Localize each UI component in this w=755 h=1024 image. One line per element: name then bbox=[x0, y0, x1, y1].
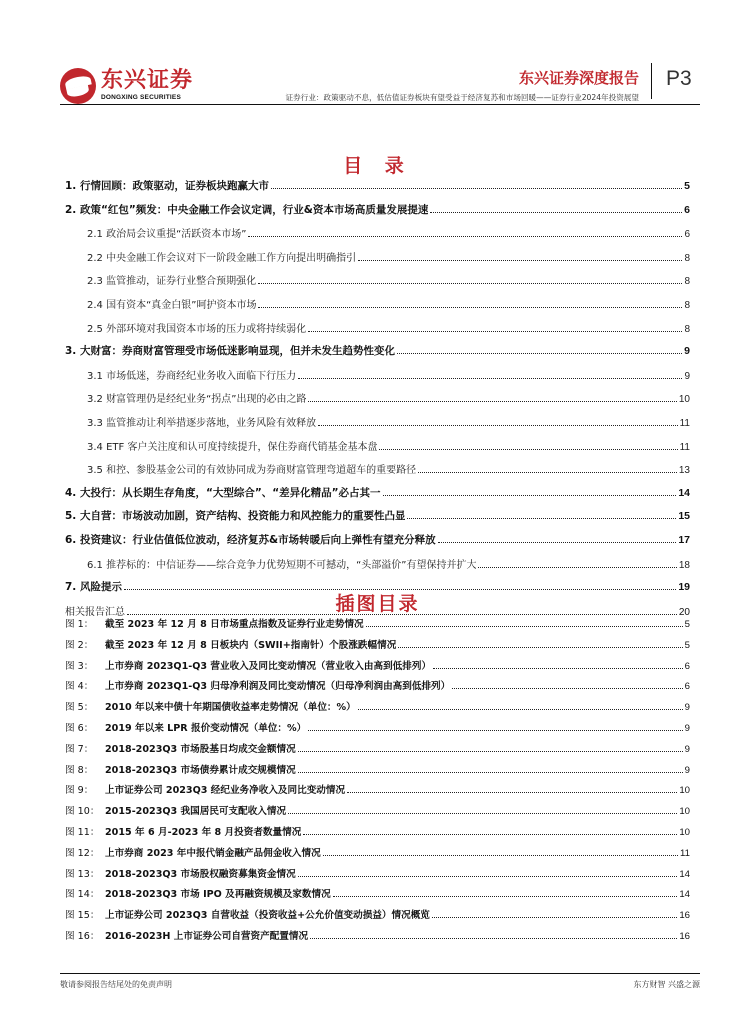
figure-caption: 上市券商 2023 年中报代销金融产品佣金收入情况 bbox=[105, 847, 321, 859]
dot-leader bbox=[308, 401, 676, 402]
toc-entry[interactable] bbox=[65, 178, 690, 202]
figure-entry-page: 9 bbox=[684, 764, 690, 776]
figure-entry[interactable] bbox=[65, 886, 690, 907]
dot-leader bbox=[310, 938, 677, 939]
dot-leader bbox=[407, 518, 676, 519]
dot-leader bbox=[438, 542, 677, 543]
figure-caption: 上市证券公司 2023Q3 自营收益（投资收益+公允价值变动损益）情况概览 bbox=[105, 910, 430, 922]
figure-entry[interactable] bbox=[65, 845, 690, 866]
dot-leader bbox=[433, 668, 683, 669]
figure-entry-text bbox=[65, 845, 321, 859]
toc-entry-text: 2. 政策“红包”频发：中央金融工作会议定调，行业&资本市场高质量发展提速 bbox=[65, 203, 429, 216]
figure-entry-page: 10 bbox=[679, 826, 690, 838]
toc-entry[interactable] bbox=[65, 272, 690, 296]
figure-label: 图 11： bbox=[65, 826, 100, 838]
figure-entry-text bbox=[65, 886, 331, 900]
figure-entry-text bbox=[65, 782, 345, 796]
figure-label: 图 2： bbox=[65, 639, 94, 651]
logo-english-name: DONGXING SECURITIES bbox=[101, 94, 182, 101]
dot-leader bbox=[333, 896, 678, 897]
figure-entry[interactable] bbox=[65, 637, 690, 658]
toc-entry-text: 3.1 市场低迷，券商经纪业务收入面临下行压力 bbox=[87, 370, 297, 382]
figure-caption: 2010 年以来中债十年期国债收益率走势情况（单位：%） bbox=[105, 702, 356, 714]
dot-leader bbox=[298, 378, 682, 379]
toc-entry[interactable] bbox=[65, 343, 690, 367]
figure-entry-text bbox=[65, 803, 286, 817]
toc-entry-text: 3.5 和控、参股基金公司的有效协同成为券商财富管理弯道超车的重要路径 bbox=[87, 465, 417, 477]
dot-leader bbox=[323, 855, 678, 856]
figure-entry-text bbox=[65, 678, 450, 692]
dot-leader bbox=[452, 688, 682, 689]
toc-entry-page: 8 bbox=[684, 276, 690, 288]
figure-entry-page: 14 bbox=[679, 889, 690, 901]
toc-entry-page: 11 bbox=[679, 417, 690, 429]
toc-entry[interactable] bbox=[65, 390, 690, 414]
figure-entry-text bbox=[65, 637, 396, 651]
dot-leader bbox=[379, 449, 677, 450]
figure-list-title: 插图目录 bbox=[335, 593, 420, 615]
figure-caption: 2018-2023Q3 市场股基日均成交金额情况 bbox=[105, 743, 296, 755]
logo-chinese-name: 东兴证券 bbox=[101, 68, 194, 93]
toc-entry[interactable] bbox=[65, 461, 690, 485]
figure-caption: 2015-2023Q3 我国居民可支配收入情况 bbox=[105, 806, 287, 818]
logo-mark-icon bbox=[60, 68, 96, 104]
dot-leader bbox=[318, 425, 678, 426]
toc-entry-page: 10 bbox=[678, 394, 690, 406]
figure-caption: 上市券商 2023Q1-Q3 营业收入及同比变动情况（营业收入由高到低排列） bbox=[105, 660, 432, 672]
figure-entry-page: 9 bbox=[684, 743, 690, 755]
figure-entry[interactable] bbox=[65, 741, 690, 762]
figure-label: 图 13： bbox=[65, 868, 100, 880]
figure-entry-page: 9 bbox=[684, 722, 690, 734]
footer-rule bbox=[60, 973, 700, 974]
toc-title: 目 录 bbox=[343, 155, 412, 177]
figure-entry-page: 10 bbox=[679, 785, 690, 797]
figure-label: 图 8： bbox=[65, 764, 94, 776]
toc-entry[interactable] bbox=[65, 320, 690, 344]
figure-entry-page: 16 bbox=[679, 910, 690, 922]
dot-leader bbox=[358, 709, 683, 710]
figure-entry[interactable] bbox=[65, 907, 690, 928]
toc-entry[interactable] bbox=[65, 296, 690, 320]
figure-label: 图 10： bbox=[65, 806, 100, 818]
figure-entry[interactable] bbox=[65, 928, 690, 949]
dot-leader bbox=[288, 813, 677, 814]
dot-leader bbox=[478, 567, 676, 568]
dot-leader bbox=[397, 353, 682, 354]
toc-entry-page: 11 bbox=[679, 441, 690, 453]
figure-entry-page: 6 bbox=[684, 660, 690, 672]
toc-entry-text: 5. 大自营：市场波动加剧，资产结构、投资能力和风控能力的重要性凸显 bbox=[65, 510, 406, 523]
dot-leader bbox=[298, 876, 678, 877]
toc-entry[interactable] bbox=[65, 414, 690, 438]
figure-caption: 2016-2023H 上市证券公司自营资产配置情况 bbox=[105, 930, 309, 942]
figure-entry[interactable] bbox=[65, 678, 690, 699]
toc-entry-text: 2.5 外部环境对我国资本市场的压力或将持续弱化 bbox=[87, 323, 307, 335]
figure-entry-page: 5 bbox=[684, 639, 690, 651]
dot-leader bbox=[383, 495, 677, 496]
report-subtitle: 证券行业：政策驱动不息，低估值证券板块有望受益于经济复苏和市场回暖——证券行业2024年投资展望 bbox=[285, 93, 639, 102]
figure-entry-text bbox=[65, 741, 296, 755]
toc-list bbox=[65, 178, 690, 626]
figure-label: 图 4： bbox=[65, 681, 94, 693]
toc-entry[interactable] bbox=[65, 367, 690, 391]
report-type-title: 东兴证券深度报告 bbox=[518, 69, 639, 87]
figure-entry[interactable] bbox=[65, 824, 690, 845]
figure-entry-text bbox=[65, 928, 308, 942]
dot-leader bbox=[432, 917, 677, 918]
figure-entry[interactable] bbox=[65, 803, 690, 824]
toc-entry-page: 17 bbox=[678, 533, 690, 546]
toc-entry-text: 2.2 中央金融工作会议对下一阶段金融工作方向提出明确指引 bbox=[87, 252, 357, 264]
company-logo bbox=[60, 68, 193, 104]
dot-leader bbox=[308, 730, 682, 731]
toc-entry-page: 14 bbox=[678, 486, 690, 499]
dot-leader bbox=[358, 260, 682, 261]
toc-entry[interactable] bbox=[65, 485, 690, 509]
figure-entry[interactable] bbox=[65, 782, 690, 803]
figure-entry-text bbox=[65, 699, 356, 713]
figure-entry-page: 9 bbox=[684, 702, 690, 714]
figure-entry-page: 10 bbox=[679, 806, 690, 818]
figure-caption: 截至 2023 年 12 月 8 日板块内（SWII+指南针）个股涨跌幅情况 bbox=[105, 639, 397, 651]
dot-leader bbox=[347, 792, 677, 793]
toc-entry[interactable] bbox=[65, 225, 690, 249]
dot-leader bbox=[366, 626, 683, 627]
figure-list bbox=[65, 616, 690, 949]
toc-entry-page: 5 bbox=[684, 180, 690, 192]
toc-entry-page: 18 bbox=[678, 559, 690, 571]
figure-entry-text bbox=[65, 824, 301, 838]
dot-leader bbox=[398, 647, 682, 648]
dot-leader bbox=[258, 283, 682, 284]
toc-entry-text: 1. 行情回顾：政策驱动，证券板块跑赢大市 bbox=[65, 180, 269, 192]
toc-entry-page: 8 bbox=[684, 252, 690, 264]
toc-entry-text: 2.3 监管推动，证券行业整合预期强化 bbox=[87, 276, 257, 288]
footer-slogan: 东方财智 兴盛之源 bbox=[633, 980, 700, 989]
toc-entry-text: 4. 大投行：从长期生存角度，“大型综合”、“差异化精品”必占其一 bbox=[65, 486, 381, 499]
toc-entry-text: 3. 大财富：券商财富管理受市场低迷影响显现，但并未发生趋势性变化 bbox=[65, 345, 395, 358]
figure-entry-text bbox=[65, 658, 431, 672]
footer-disclaimer: 敬请参阅报告结尾处的免责声明 bbox=[60, 980, 172, 989]
figure-caption: 2019 年以来 LPR 报价变动情况（单位：%） bbox=[105, 722, 307, 734]
toc-entry-page: 6 bbox=[684, 203, 690, 216]
figure-entry[interactable] bbox=[65, 762, 690, 783]
figure-caption: 上市证券公司 2023Q3 经纪业务净收入及同比变动情况 bbox=[105, 785, 346, 797]
figure-label: 图 3： bbox=[65, 660, 94, 672]
figure-entry-text bbox=[65, 907, 430, 921]
figure-caption: 截至 2023 年 12 月 8 日市场重点指数及证券行业走势情况 bbox=[105, 619, 364, 630]
dot-leader bbox=[271, 188, 682, 189]
figure-entry-text bbox=[65, 866, 296, 880]
toc-entry-text: 相关报告汇总 bbox=[65, 606, 125, 618]
toc-entry-page: 9 bbox=[684, 345, 690, 358]
figure-entry-page: 16 bbox=[679, 930, 690, 942]
toc-entry-text: 2.1 政治局会议重提“活跃资本市场” bbox=[87, 229, 247, 241]
figure-entry[interactable] bbox=[65, 866, 690, 887]
figure-entry-text bbox=[65, 720, 306, 734]
dot-leader bbox=[258, 307, 682, 308]
toc-entry-text: 3.2 财富管理仍是经纪业务“拐点”出现的必由之路 bbox=[87, 394, 307, 406]
toc-entry-page: 13 bbox=[678, 465, 690, 477]
toc-entry[interactable] bbox=[65, 556, 690, 580]
toc-entry[interactable] bbox=[65, 508, 690, 532]
figure-label: 图 16： bbox=[65, 930, 100, 942]
figure-entry[interactable] bbox=[65, 658, 690, 679]
figure-label: 图 15： bbox=[65, 910, 100, 922]
dot-leader bbox=[248, 236, 682, 237]
figure-label: 图 9： bbox=[65, 785, 94, 797]
toc-entry[interactable] bbox=[65, 202, 690, 226]
toc-entry-text: 7. 风险提示 bbox=[65, 581, 122, 594]
dot-leader bbox=[298, 751, 683, 752]
toc-entry-page: 6 bbox=[684, 229, 690, 241]
toc-entry[interactable] bbox=[65, 438, 690, 462]
figure-entry[interactable] bbox=[65, 720, 690, 741]
header-rule bbox=[60, 104, 700, 105]
toc-entry-text: 3.3 监管推动让利举措逐步落地，业务风险有效释放 bbox=[87, 417, 317, 429]
toc-entry-page: 9 bbox=[684, 370, 690, 382]
page-number: P3 bbox=[666, 67, 692, 90]
dot-leader bbox=[418, 472, 677, 473]
toc-entry[interactable] bbox=[65, 532, 690, 556]
figure-entry[interactable] bbox=[65, 699, 690, 720]
figure-entry-page: 6 bbox=[684, 681, 690, 693]
toc-entry-text: 2.4 国有资本“真金白银”呵护资本市场 bbox=[87, 299, 257, 311]
figure-caption: 2018-2023Q3 市场债券累计成交规模情况 bbox=[105, 764, 296, 776]
figure-entry-page: 11 bbox=[680, 847, 690, 859]
figure-entry-text bbox=[65, 762, 296, 776]
figure-caption: 上市券商 2023Q1-Q3 归母净利润及同比变动情况（归母净利润由高到低排列） bbox=[105, 681, 451, 693]
figure-caption: 2015 年 6 月-2023 年 8 月投资者数量情况 bbox=[105, 826, 302, 838]
toc-entry-text: 6. 投资建议：行业估值低位波动，经济复苏&市场转暖后向上弹性有望充分释放 bbox=[65, 533, 436, 546]
toc-entry[interactable] bbox=[65, 249, 690, 273]
figure-caption: 2018-2023Q3 市场 IPO 及再融资规模及家数情况 bbox=[105, 889, 331, 901]
toc-entry-text: 3.4 ETF 客户关注度和认可度持续提升，保住券商代销基金基本盘 bbox=[87, 441, 378, 453]
dot-leader bbox=[303, 834, 677, 835]
figure-caption: 2018-2023Q3 市场股权融资募集资金情况 bbox=[105, 868, 296, 880]
figure-label: 图 12： bbox=[65, 847, 100, 859]
toc-entry-page: 15 bbox=[678, 510, 690, 523]
figure-entry-text bbox=[65, 616, 364, 630]
figure-entry-page: 5 bbox=[684, 619, 690, 630]
toc-entry-page: 8 bbox=[684, 323, 690, 335]
toc-entry-page: 20 bbox=[678, 606, 690, 618]
dot-leader bbox=[430, 212, 682, 213]
figure-entry-page: 14 bbox=[679, 868, 690, 880]
figure-label: 图 6： bbox=[65, 722, 94, 734]
toc-entry-page: 19 bbox=[678, 581, 690, 594]
figure-label: 图 14： bbox=[65, 889, 100, 901]
figure-entry[interactable] bbox=[65, 616, 690, 637]
dot-leader bbox=[308, 331, 682, 332]
toc-entry-page: 8 bbox=[684, 299, 690, 311]
header-divider bbox=[651, 63, 652, 99]
figure-label: 图 1： bbox=[65, 619, 94, 630]
toc-entry-text: 6.1 推荐标的：中信证券——综合竞争力优势短期不可撼动，“头部溢价”有望保持并扩大 bbox=[87, 559, 477, 571]
figure-label: 图 5： bbox=[65, 702, 94, 714]
dot-leader bbox=[298, 772, 683, 773]
figure-label: 图 7： bbox=[65, 743, 94, 755]
